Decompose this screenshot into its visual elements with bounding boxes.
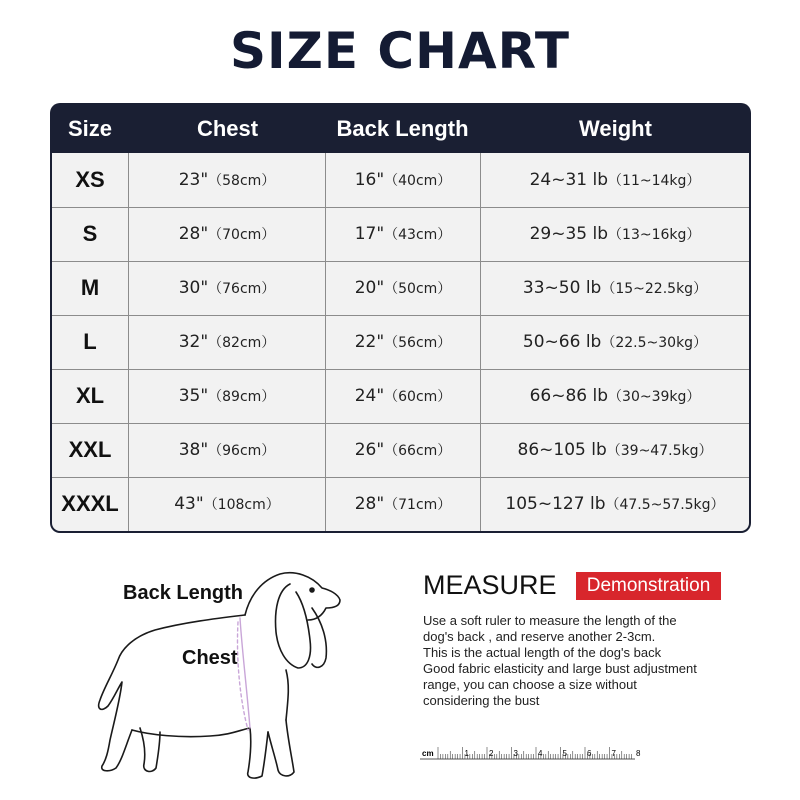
dog-front-leg-2 — [268, 720, 294, 776]
chest-cell — [129, 477, 325, 531]
table-row — [52, 423, 749, 478]
size-cell: L — [83, 329, 97, 354]
measure-heading: MEASURE — [423, 570, 557, 600]
header-weight: Weight — [579, 116, 652, 141]
size-cell: S — [82, 221, 98, 246]
size-cell: XS — [75, 167, 105, 192]
back-cell — [326, 207, 480, 261]
chest-imperial: 38" — [178, 440, 209, 460]
size-table — [50, 103, 751, 533]
weight-metric: （47.5~57.5kg） — [605, 497, 725, 513]
ruler-number: 2 — [489, 749, 494, 758]
ruler-number: 6 — [587, 749, 592, 758]
weight-cell — [481, 423, 749, 477]
back-metric: （71cm） — [384, 497, 452, 513]
weight-metric: （13~16kg） — [608, 227, 701, 243]
table-row — [52, 153, 749, 208]
chest-imperial: 35" — [178, 386, 209, 406]
back-imperial: 28" — [354, 494, 385, 514]
demonstration-badge: Demonstration — [576, 572, 721, 600]
weight-cell — [481, 261, 749, 315]
weight-imperial: 24~31 lb — [529, 170, 609, 190]
table-row — [52, 315, 749, 370]
chest-imperial: 23" — [178, 170, 209, 190]
chest-label: Chest — [182, 647, 238, 669]
weight-imperial: 86~105 lb — [517, 440, 607, 460]
table-header — [50, 103, 751, 153]
weight-metric: （15~22.5kg） — [601, 281, 708, 297]
dog-head — [245, 573, 340, 620]
dog-chest-fur — [286, 670, 288, 720]
weight-metric: （11~14kg） — [608, 173, 701, 189]
weight-imperial: 105~127 lb — [505, 494, 606, 514]
back-cell — [326, 153, 480, 207]
table-row — [52, 207, 749, 262]
ruler-number: 8 — [636, 749, 641, 758]
chest-metric: （82cm） — [208, 335, 276, 351]
dog-ear — [276, 584, 311, 668]
back-imperial: 26" — [354, 440, 385, 460]
weight-cell — [481, 477, 749, 531]
weight-cell — [481, 315, 749, 369]
chest-metric: （96cm） — [208, 443, 276, 459]
back-cell — [326, 369, 480, 423]
back-cell — [326, 423, 480, 477]
back-imperial: 17" — [354, 224, 385, 244]
chest-imperial: 28" — [178, 224, 209, 244]
measure-instructions — [423, 613, 753, 709]
back-metric: （50cm） — [384, 281, 452, 297]
chest-cell — [129, 315, 325, 369]
ruler-graphic — [420, 730, 641, 760]
chest-imperial: 32" — [178, 332, 209, 352]
weight-cell — [481, 369, 749, 423]
ruler-number: 4 — [538, 749, 543, 758]
chest-metric: （76cm） — [208, 281, 276, 297]
back-metric: （40cm） — [384, 173, 452, 189]
back-metric: （43cm） — [384, 227, 452, 243]
back-imperial: 20" — [354, 278, 385, 298]
chest-metric: （58cm） — [208, 173, 276, 189]
back-metric: （60cm） — [384, 389, 452, 405]
back-cell — [326, 315, 480, 369]
ruler-number: 5 — [562, 749, 567, 758]
instruction-line: considering the bust — [423, 693, 540, 708]
ruler-number: 1 — [464, 749, 469, 758]
chest-imperial: 30" — [178, 278, 209, 298]
instruction-line: range, you can choose a size without — [423, 677, 637, 692]
back-cell — [326, 261, 480, 315]
weight-imperial: 29~35 lb — [529, 224, 609, 244]
weight-metric: （39~47.5kg） — [606, 443, 713, 459]
weight-metric: （22.5~30kg） — [601, 335, 708, 351]
dog-front-leg — [248, 728, 268, 778]
size-cell: XL — [75, 383, 105, 408]
instruction-line: Good fabric elasticity and large bust adjustment — [423, 661, 697, 676]
weight-cell — [481, 153, 749, 207]
chest-cell — [129, 369, 325, 423]
ruler-number: 3 — [513, 749, 518, 758]
header-chest: Chest — [196, 116, 259, 141]
instruction-line: This is the actual length of the dog's back — [423, 645, 662, 660]
header-back-length: Back Length — [336, 116, 469, 141]
back-length-label: Back Length — [123, 582, 244, 604]
weight-cell — [481, 207, 749, 261]
chest-cell — [129, 423, 325, 477]
chest-imperial: 43" — [174, 494, 204, 514]
ruler-unit: cm — [422, 749, 434, 758]
table-row — [52, 369, 749, 424]
back-imperial: 16" — [354, 170, 385, 190]
dog-eye — [310, 588, 314, 592]
chest-cell — [129, 261, 325, 315]
dog-body-outline — [99, 615, 245, 771]
back-cell — [326, 477, 480, 531]
weight-imperial: 33~50 lb — [522, 278, 602, 298]
back-imperial: 22" — [354, 332, 385, 352]
table-body — [52, 153, 749, 531]
weight-imperial: 50~66 lb — [522, 332, 602, 352]
table-row — [52, 477, 749, 531]
back-metric: （66cm） — [384, 443, 452, 459]
instruction-line: dog's back , and reserve another 2-3cm. — [423, 629, 656, 644]
page-title: SIZE CHART — [229, 22, 571, 80]
chest-cell — [129, 207, 325, 261]
back-length-line — [240, 618, 250, 728]
size-cell: XXXL — [61, 491, 119, 516]
size-cell: M — [80, 275, 100, 300]
back-metric: （56cm） — [384, 335, 452, 351]
dog-belly — [132, 728, 250, 737]
chest-metric: （108cm） — [203, 497, 280, 513]
weight-metric: （30~39kg） — [608, 389, 701, 405]
chest-line — [237, 622, 248, 730]
header-size: Size — [67, 116, 113, 141]
instruction-line: Use a soft ruler to measure the length of the — [423, 613, 677, 628]
size-cell: XXL — [68, 437, 112, 462]
table-row — [52, 261, 749, 316]
ruler-number: 7 — [611, 749, 616, 758]
chest-cell — [129, 153, 325, 207]
chest-metric: （70cm） — [208, 227, 276, 243]
back-imperial: 24" — [354, 386, 385, 406]
chest-metric: （89cm） — [208, 389, 276, 405]
weight-imperial: 66~86 lb — [529, 386, 609, 406]
